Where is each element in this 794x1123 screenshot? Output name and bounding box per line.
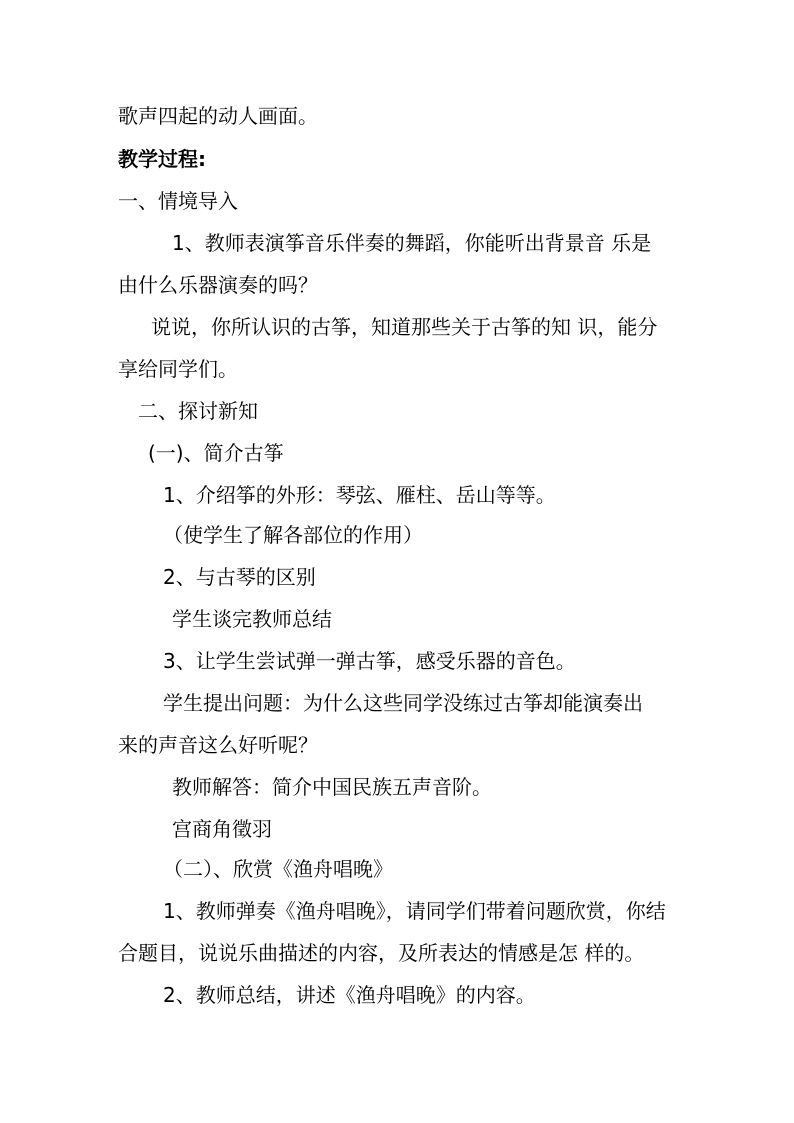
section-title: 一、情境导入 [118, 189, 238, 213]
text-line: 学生提出问题：为什么这些同学没练过古筝却能演奏出 [163, 691, 643, 715]
text-line: 教师解答：简介中国民族五声音阶。 [172, 775, 492, 799]
text-line: （使学生了解各部位的作用） [163, 523, 423, 547]
text-line: 2、与古琴的区别 [163, 565, 316, 589]
section-title: 二、探讨新知 [138, 399, 258, 423]
text-line: 1、教师弹奏《渔舟唱晚》，请同学们带着问题欣赏，你结 [163, 899, 666, 923]
text-line: 来的声音这么好听呢？ [118, 733, 318, 757]
subsection-title: (一)、简介古筝 [148, 441, 284, 465]
text-line: 1、教师表演筝音乐伴奏的舞蹈，你能听出背景音 乐是 [172, 231, 652, 255]
text-line: 学生谈完教师总结 [172, 607, 332, 631]
text-line: 宫商角徵羽 [172, 817, 272, 841]
section-heading: 教学过程: [118, 147, 206, 171]
text-line: 1、介绍筝的外形：琴弦、雁柱、岳山等等。 [163, 483, 556, 507]
text-line: 享给同学们。 [118, 357, 238, 381]
text-line: 歌声四起的动人画面。 [118, 104, 318, 128]
subsection-title: （二）、欣赏《渔舟唱晚》 [163, 857, 393, 881]
text-line: 3、让学生尝试弹一弹古筝，感受乐器的音色。 [163, 649, 576, 673]
text-line: 2、教师总结，讲述《渔舟唱晚》的内容。 [163, 983, 536, 1007]
text-line: 由什么乐器演奏的吗？ [118, 273, 318, 297]
text-line: 合题目，说说乐曲描述的内容，及所表达的情感是怎 样的。 [118, 941, 645, 965]
text-line: 说说，你所认识的古筝，知道那些关于古筝的知 识，能分 [151, 315, 658, 339]
